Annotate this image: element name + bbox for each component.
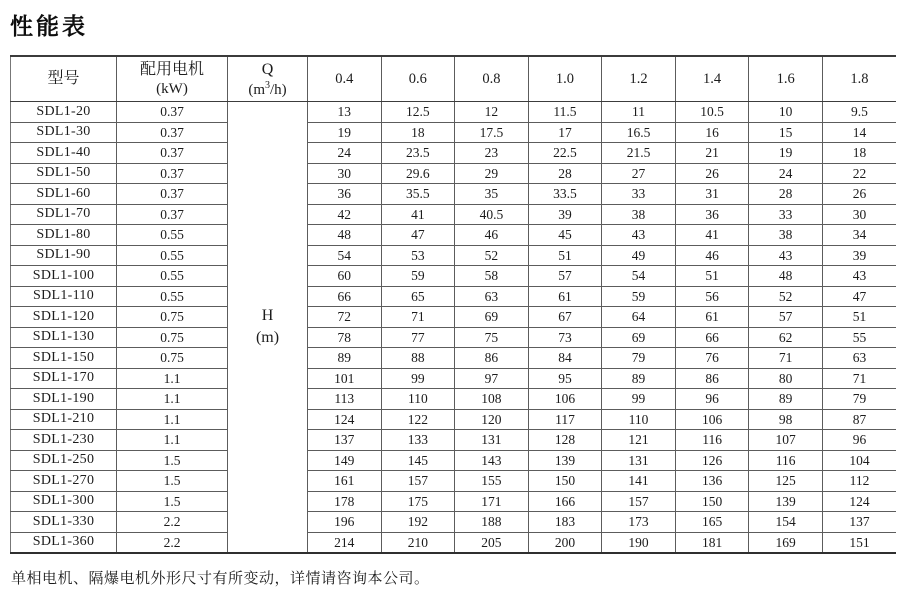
head-value-cell: 48 [749, 266, 823, 287]
head-value-cell: 54 [602, 266, 676, 287]
motor-power-cell: 0.55 [117, 266, 228, 287]
head-value-cell: 46 [675, 245, 749, 266]
head-value-cell: 24 [749, 163, 823, 184]
head-value-cell: 26 [822, 184, 896, 205]
head-value-cell: 108 [455, 389, 529, 410]
table-row [11, 184, 897, 205]
table-row [11, 368, 897, 389]
head-value-cell: 72 [308, 307, 382, 328]
head-value-cell: 192 [381, 512, 455, 533]
head-value-cell: 80 [749, 368, 823, 389]
head-value-cell: 47 [822, 286, 896, 307]
head-value-cell: 11 [602, 102, 676, 123]
head-value-cell: 169 [749, 532, 823, 553]
head-value-cell: 145 [381, 450, 455, 471]
motor-power-cell: 0.37 [117, 184, 228, 205]
model-cell: SDL1-210 [11, 409, 117, 430]
head-value-cell: 43 [822, 266, 896, 287]
head-value-cell: 113 [308, 389, 382, 410]
motor-power-cell: 0.37 [117, 143, 228, 164]
footer-note: 单相电机、隔爆电机外形尺寸有所变动，详情请咨询本公司。 [11, 570, 430, 587]
head-value-cell: 133 [381, 430, 455, 451]
table-row [11, 245, 897, 266]
head-value-cell: 106 [675, 409, 749, 430]
head-value-cell: 43 [749, 245, 823, 266]
head-value-cell: 48 [308, 225, 382, 246]
model-cell: SDL1-130 [11, 327, 117, 348]
head-value-cell: 126 [675, 450, 749, 471]
model-cell: SDL1-300 [11, 491, 117, 512]
head-value-cell: 97 [455, 368, 529, 389]
model-cell: SDL1-40 [11, 143, 117, 164]
head-value-cell: 86 [675, 368, 749, 389]
model-cell: SDL1-60 [11, 184, 117, 205]
head-value-cell: 99 [381, 368, 455, 389]
table-row [11, 204, 897, 225]
head-value-cell: 15 [749, 122, 823, 143]
head-value-cell: 14 [822, 122, 896, 143]
head-value-cell: 26 [675, 163, 749, 184]
head-value-cell: 69 [455, 307, 529, 328]
motor-power-cell: 0.37 [117, 163, 228, 184]
head-value-cell: 54 [308, 245, 382, 266]
model-cell: SDL1-90 [11, 245, 117, 266]
model-cell: SDL1-190 [11, 389, 117, 410]
head-label: H [261, 306, 274, 324]
head-value-cell: 78 [308, 327, 382, 348]
head-value-cell: 214 [308, 532, 382, 553]
head-value-cell: 36 [675, 204, 749, 225]
table-row [11, 163, 897, 184]
head-value-cell: 30 [822, 204, 896, 225]
header-model [11, 56, 117, 102]
table-row [11, 286, 897, 307]
head-value-cell: 200 [528, 532, 602, 553]
head-value-cell: 34 [822, 225, 896, 246]
model-cell: SDL1-110 [11, 286, 117, 307]
table-row [11, 491, 897, 512]
motor-power-cell: 0.75 [117, 327, 228, 348]
head-value-cell: 21.5 [602, 143, 676, 164]
head-value-cell: 165 [675, 512, 749, 533]
head-unit: (m) [255, 329, 280, 346]
table-row [11, 430, 897, 451]
motor-power-cell: 0.75 [117, 307, 228, 328]
head-value-cell: 42 [308, 204, 382, 225]
head-value-cell: 155 [455, 471, 529, 492]
head-value-cell: 71 [749, 348, 823, 369]
head-value-cell: 71 [381, 307, 455, 328]
head-value-cell: 33 [602, 184, 676, 205]
head-value-cell: 76 [675, 348, 749, 369]
model-cell: SDL1-330 [11, 512, 117, 533]
head-value-cell: 29.6 [381, 163, 455, 184]
table-row [11, 266, 897, 287]
head-value-cell: 63 [822, 348, 896, 369]
header-flow [228, 56, 308, 102]
head-value-cell: 116 [675, 430, 749, 451]
head-value-cell: 12.5 [381, 102, 455, 123]
motor-power-cell: 1.5 [117, 471, 228, 492]
head-value-cell: 21 [675, 143, 749, 164]
head-value-cell: 77 [381, 327, 455, 348]
header-flow-unit: $(m^3/h)$ [248, 79, 287, 98]
head-value-cell: 35.5 [381, 184, 455, 205]
head-value-cell: 154 [749, 512, 823, 533]
header-flow-value-1.8: 1.8 [822, 56, 896, 102]
head-value-cell: 88 [381, 348, 455, 369]
motor-power-cell: 0.37 [117, 102, 228, 123]
head-value-cell: 49 [602, 245, 676, 266]
head-value-cell: 31 [675, 184, 749, 205]
head-value-cell: 124 [822, 491, 896, 512]
head-value-cell: 62 [749, 327, 823, 348]
head-value-cell: 75 [455, 327, 529, 348]
head-value-cell: 143 [455, 450, 529, 471]
head-value-cell: 55 [822, 327, 896, 348]
head-value-cell: 43 [602, 225, 676, 246]
head-value-cell: 40.5 [455, 204, 529, 225]
head-value-cell: 13 [308, 102, 382, 123]
head-value-cell: 64 [602, 307, 676, 328]
head-value-cell: 59 [602, 286, 676, 307]
table-row [11, 450, 897, 471]
head-value-cell: 117 [528, 409, 602, 430]
head-value-cell: 61 [528, 286, 602, 307]
head-value-cell: 175 [381, 491, 455, 512]
head-value-cell: 183 [528, 512, 602, 533]
motor-power-cell: 1.1 [117, 409, 228, 430]
head-value-cell: 36 [308, 184, 382, 205]
head-value-cell: 79 [602, 348, 676, 369]
header-flow-value-1.2: 1.2 [602, 56, 676, 102]
head-value-cell: 33 [749, 204, 823, 225]
head-value-cell: 38 [749, 225, 823, 246]
model-cell: SDL1-120 [11, 307, 117, 328]
head-value-cell: 52 [455, 245, 529, 266]
header-flow-value-1.0: 1.0 [528, 56, 602, 102]
header-flow-value-0.6: 0.6 [381, 56, 455, 102]
header-flow-label: Q [261, 60, 274, 78]
head-value-cell: 41 [675, 225, 749, 246]
table-row [11, 143, 897, 164]
header-flow-value-1.6: 1.6 [749, 56, 823, 102]
model-cell: SDL1-360 [11, 532, 117, 553]
head-value-cell: 96 [822, 430, 896, 451]
head-value-cell: 120 [455, 409, 529, 430]
head-value-cell: 69 [602, 327, 676, 348]
model-cell: SDL1-100 [11, 266, 117, 287]
head-value-cell: 122 [381, 409, 455, 430]
motor-power-cell: 1.1 [117, 430, 228, 451]
head-value-cell: 23.5 [381, 143, 455, 164]
head-value-cell: 181 [675, 532, 749, 553]
model-cell: SDL1-70 [11, 204, 117, 225]
head-value-cell: 110 [381, 389, 455, 410]
head-value-cell: 23 [455, 143, 529, 164]
head-value-cell: 51 [675, 266, 749, 287]
head-value-cell: 89 [308, 348, 382, 369]
performance-table [10, 55, 896, 554]
head-value-cell: 19 [749, 143, 823, 164]
motor-power-cell: 0.37 [117, 204, 228, 225]
head-value-cell: 161 [308, 471, 382, 492]
head-value-cell: 18 [822, 143, 896, 164]
head-value-cell: 131 [602, 450, 676, 471]
model-cell: SDL1-230 [11, 430, 117, 451]
table-row [11, 512, 897, 533]
head-value-cell: 71 [822, 368, 896, 389]
head-value-cell: 98 [749, 409, 823, 430]
head-value-cell: 112 [822, 471, 896, 492]
head-value-cell: 39 [822, 245, 896, 266]
header-flow-value-1.4: 1.4 [675, 56, 749, 102]
table-row [11, 225, 897, 246]
head-value-cell: 24 [308, 143, 382, 164]
head-value-cell: 63 [455, 286, 529, 307]
head-value-cell: 157 [381, 471, 455, 492]
head-value-cell: 96 [675, 389, 749, 410]
table-row [11, 389, 897, 410]
head-value-cell: 157 [602, 491, 676, 512]
motor-power-cell: 0.37 [117, 122, 228, 143]
head-value-cell: 33.5 [528, 184, 602, 205]
head-value-cell: 73 [528, 327, 602, 348]
table-row [11, 532, 897, 553]
head-value-cell: 210 [381, 532, 455, 553]
motor-power-cell: 1.5 [117, 491, 228, 512]
table-row [11, 327, 897, 348]
head-value-cell: 125 [749, 471, 823, 492]
head-value-cell: 66 [308, 286, 382, 307]
motor-power-cell: 1.1 [117, 389, 228, 410]
head-value-cell: 47 [381, 225, 455, 246]
table-row [11, 102, 897, 123]
header-model-label: 型号 [47, 70, 80, 87]
head-value-cell: 89 [749, 389, 823, 410]
head-value-cell: 86 [455, 348, 529, 369]
head-value-cell: 173 [602, 512, 676, 533]
head-value-cell: 9.5 [822, 102, 896, 123]
head-value-cell: 139 [749, 491, 823, 512]
head-value-cell: 57 [528, 266, 602, 287]
head-value-cell: 58 [455, 266, 529, 287]
head-value-cell: 22 [822, 163, 896, 184]
motor-power-cell: 0.55 [117, 286, 228, 307]
head-value-cell: 128 [528, 430, 602, 451]
head-value-cell: 151 [822, 532, 896, 553]
model-cell: SDL1-150 [11, 348, 117, 369]
head-value-cell: 95 [528, 368, 602, 389]
head-value-cell: 89 [602, 368, 676, 389]
head-value-cell: 10.5 [675, 102, 749, 123]
head-value-cell: 39 [528, 204, 602, 225]
head-value-cell: 11.5 [528, 102, 602, 123]
head-value-cell: 196 [308, 512, 382, 533]
head-value-cell: 99 [602, 389, 676, 410]
model-cell: SDL1-30 [11, 122, 117, 143]
head-value-cell: 166 [528, 491, 602, 512]
model-cell: SDL1-270 [11, 471, 117, 492]
motor-power-cell: 1.1 [117, 368, 228, 389]
head-value-cell: 141 [602, 471, 676, 492]
model-cell: SDL1-170 [11, 368, 117, 389]
head-value-cell: 136 [675, 471, 749, 492]
head-value-cell: 188 [455, 512, 529, 533]
head-value-cell: 150 [675, 491, 749, 512]
head-value-cell: 12 [455, 102, 529, 123]
head-value-cell: 53 [381, 245, 455, 266]
head-value-cell: 51 [528, 245, 602, 266]
motor-power-cell: 0.55 [117, 225, 228, 246]
head-value-cell: 178 [308, 491, 382, 512]
head-value-cell: 27 [602, 163, 676, 184]
head-value-cell: 29 [455, 163, 529, 184]
head-value-cell: 149 [308, 450, 382, 471]
head-value-cell: 139 [528, 450, 602, 471]
page-title: 性能表 [10, 13, 88, 39]
header-flow-value-0.8: 0.8 [455, 56, 529, 102]
head-value-cell: 87 [822, 409, 896, 430]
head-value-cell: 56 [675, 286, 749, 307]
head-value-cell: 52 [749, 286, 823, 307]
table-row [11, 122, 897, 143]
head-value-cell: 65 [381, 286, 455, 307]
head-value-cell: 205 [455, 532, 529, 553]
head-value-cell: 19 [308, 122, 382, 143]
head-value-cell: 38 [602, 204, 676, 225]
header-motor-label: 配用电机 [139, 61, 204, 78]
head-value-cell: 41 [381, 204, 455, 225]
head-value-cell: 190 [602, 532, 676, 553]
head-value-cell: 10 [749, 102, 823, 123]
motor-power-cell: 1.5 [117, 450, 228, 471]
head-value-cell: 106 [528, 389, 602, 410]
head-value-cell: 101 [308, 368, 382, 389]
head-value-cell: 51 [822, 307, 896, 328]
table-row [11, 471, 897, 492]
head-value-cell: 66 [675, 327, 749, 348]
head-value-cell: 171 [455, 491, 529, 512]
head-value-cell: 16 [675, 122, 749, 143]
head-value-cell: 17.5 [455, 122, 529, 143]
header-flow-value-0.4: 0.4 [308, 56, 382, 102]
head-value-cell: 121 [602, 430, 676, 451]
head-value-cell: 110 [602, 409, 676, 430]
head-value-cell: 17 [528, 122, 602, 143]
model-cell: SDL1-250 [11, 450, 117, 471]
head-value-cell: 28 [528, 163, 602, 184]
head-value-cell: 84 [528, 348, 602, 369]
head-value-cell: 45 [528, 225, 602, 246]
head-value-cell: 137 [308, 430, 382, 451]
head-value-cell: 116 [749, 450, 823, 471]
motor-power-cell: 0.55 [117, 245, 228, 266]
head-value-cell: 16.5 [602, 122, 676, 143]
motor-power-cell: 2.2 [117, 532, 228, 553]
head-value-cell: 79 [822, 389, 896, 410]
head-value-cell: 35 [455, 184, 529, 205]
head-value-cell: 137 [822, 512, 896, 533]
table-row [11, 409, 897, 430]
head-column-cell [228, 102, 308, 554]
head-value-cell: 59 [381, 266, 455, 287]
head-value-cell: 57 [749, 307, 823, 328]
model-cell: SDL1-80 [11, 225, 117, 246]
head-value-cell: 104 [822, 450, 896, 471]
head-value-cell: 107 [749, 430, 823, 451]
head-value-cell: 150 [528, 471, 602, 492]
head-value-cell: 131 [455, 430, 529, 451]
header-motor [117, 56, 228, 102]
head-value-cell: 60 [308, 266, 382, 287]
motor-power-cell: 0.75 [117, 348, 228, 369]
table-row [11, 348, 897, 369]
head-value-cell: 124 [308, 409, 382, 430]
model-cell: SDL1-50 [11, 163, 117, 184]
head-value-cell: 61 [675, 307, 749, 328]
head-value-cell: 30 [308, 163, 382, 184]
motor-power-cell: 2.2 [117, 512, 228, 533]
head-value-cell: 67 [528, 307, 602, 328]
head-value-cell: 18 [381, 122, 455, 143]
head-value-cell: 28 [749, 184, 823, 205]
head-value-cell: 46 [455, 225, 529, 246]
model-cell: SDL1-20 [11, 102, 117, 123]
head-value-cell: 22.5 [528, 143, 602, 164]
table-row [11, 307, 897, 328]
header-motor-unit: (kW) [156, 81, 188, 97]
header-row [11, 56, 897, 102]
